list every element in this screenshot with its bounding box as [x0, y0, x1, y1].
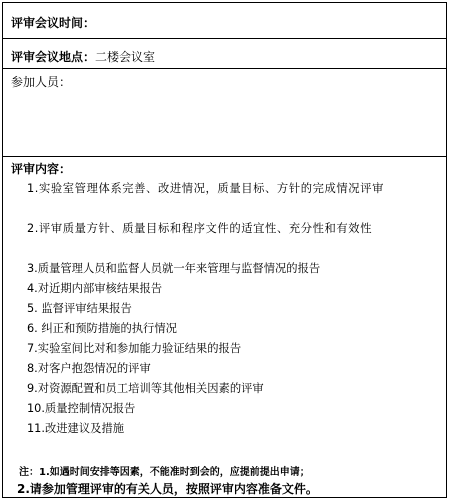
list-item: 3.质量管理人员和监督人员就一年来管理与监督情况的报告 — [27, 262, 321, 275]
review-content-list — [27, 179, 441, 439]
meeting-location-label: 评审会议地点： — [11, 50, 96, 64]
list-item: 4.对近期内部审核结果报告 — [27, 282, 163, 295]
attendees-row — [3, 69, 446, 157]
list-item: 10.质量控制情况报告 — [27, 402, 136, 415]
management-review-form — [2, 2, 447, 498]
review-content-label: 评审内容： — [11, 162, 72, 176]
attendees-label: 参加人员： — [11, 75, 72, 89]
list-item: 9.对资源配置和员工培训等其他相关因素的评审 — [27, 382, 264, 395]
list-item: 8.对客户抱怨情况的评审 — [27, 362, 151, 375]
list-item: 5. 监督评审结果报告 — [27, 302, 132, 315]
list-item: 11.改进建议及措施 — [27, 422, 125, 435]
list-item: 1.实验室管理体系完善、改进情况，质量目标、方针的完成情况评审 — [27, 182, 384, 195]
note-attendance: 注：1.如遇时间安排等因素，不能准时到会的，应提前提出申请； — [19, 467, 310, 478]
meeting-location-value: 二楼会议室 — [95, 50, 156, 64]
meeting-time-row — [3, 3, 446, 39]
list-item: 6. 纠正和预防措施的执行情况 — [27, 322, 177, 335]
note-preparation: 2.请参加管理评审的有关人员，按照评审内容准备文件。 — [17, 482, 318, 496]
meeting-time-label: 评审会议时间： — [11, 16, 96, 30]
meeting-location-row — [3, 39, 446, 69]
list-item: 7.实验室间比对和参加能力验证结果的报告 — [27, 342, 242, 355]
list-item: 2.评审质量方针、质量目标和程序文件的适宜性、充分性和有效性 — [27, 222, 373, 235]
review-content-row — [3, 157, 446, 499]
